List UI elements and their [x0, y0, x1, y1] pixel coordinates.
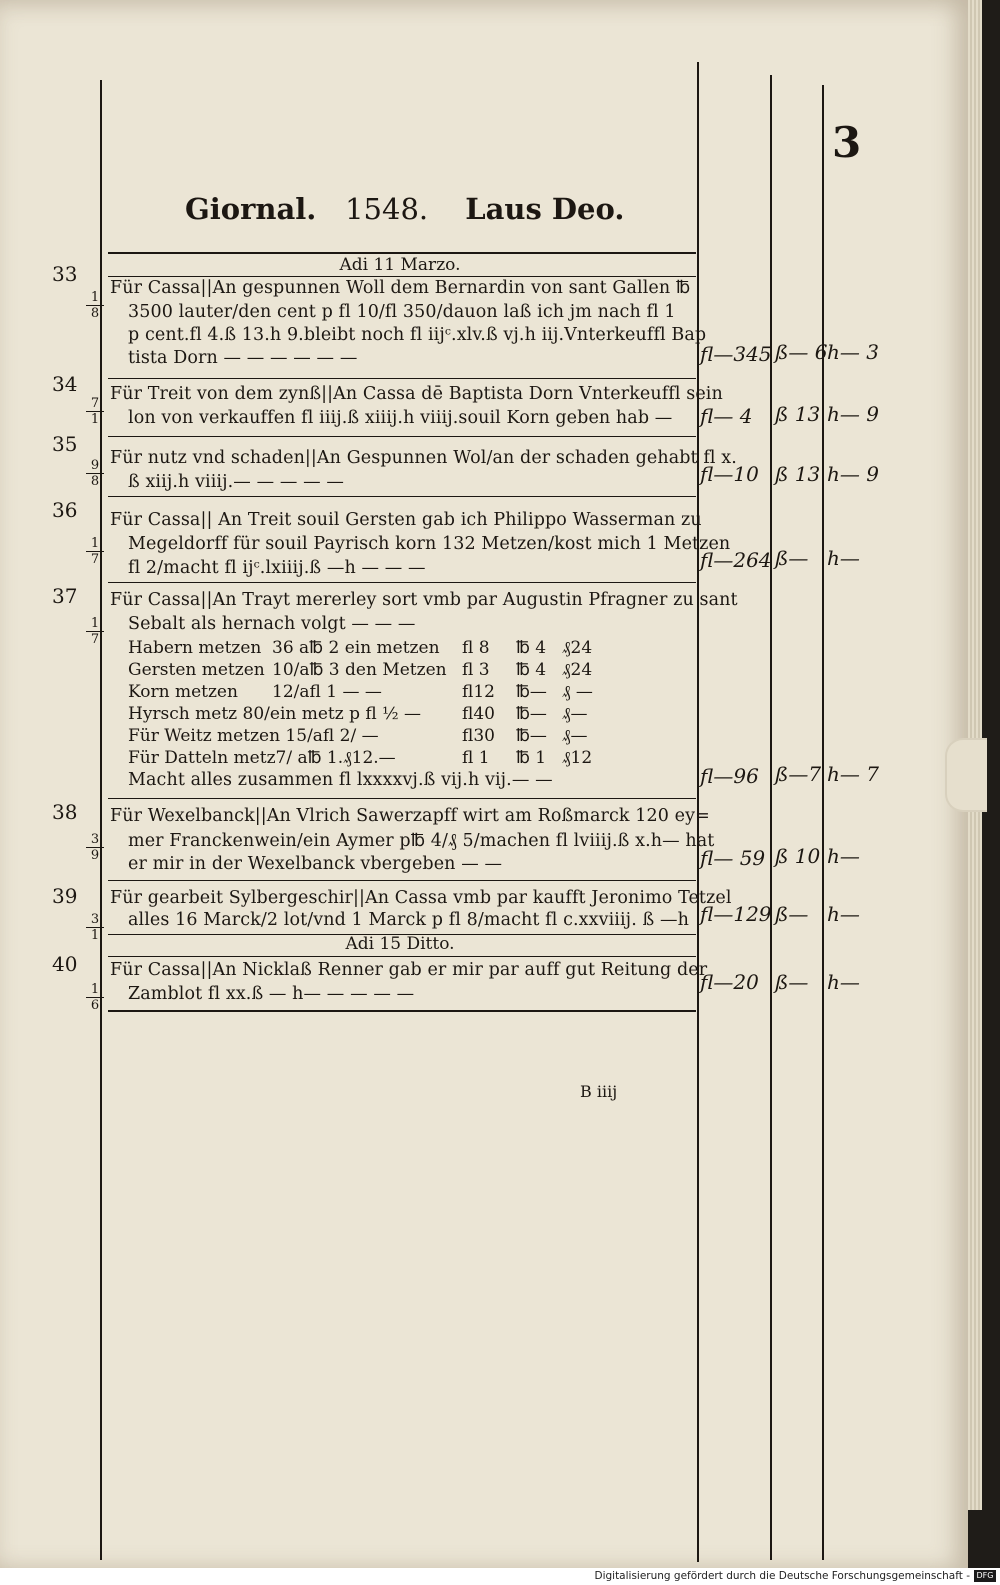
date-line: Adi 11 Marzo. — [339, 255, 461, 275]
amount-florin: fl—96 — [700, 764, 759, 788]
detail-pound: ℔— — [516, 682, 547, 702]
entry-text-line: p cent.fl 4.ß 13.h 9.bleibt noch fl iijᶜ.xlv.ß vj.h iij.Vnterkeuffl Bap — [128, 325, 707, 345]
entry-number: 39 — [52, 884, 78, 908]
digitization-footer — [0, 1568, 1000, 1585]
ledger-fraction: $\frac{3}{1}$ — [86, 912, 104, 943]
amount-florin: fl— 4 — [700, 404, 753, 428]
entry-total-line: Macht alles zusammen fl lxxxxvj.ß vij.h vij.— — — [128, 770, 553, 790]
ledger-fraction: $\frac{9}{8}$ — [86, 458, 104, 489]
entry-number: 33 — [52, 262, 78, 286]
entry-text-line: Für Cassa|| An Treit souil Gersten gab ich Philippo Wasserman zu — [110, 510, 702, 530]
entry-rule — [108, 798, 696, 799]
entry-text-line: fl 2/macht fl ijᶜ.lxiiij.ß —h — — — — [128, 558, 426, 578]
entry-number: 34 — [52, 372, 78, 396]
amount-shilling: ß 10 — [775, 844, 821, 868]
journal-heading — [185, 192, 655, 226]
entry-text-line: Megeldorff für souil Payrisch korn 132 Metzen/kost mich 1 Metzen — [128, 534, 731, 554]
ledger-fraction: $\frac{7}{1}$ — [86, 396, 104, 427]
ledger-fraction: $\frac{1}{8}$ — [86, 290, 104, 321]
entry-number: 38 — [52, 800, 78, 824]
amount-heller: h— 7 — [827, 762, 879, 786]
shilling-column-rule — [822, 85, 824, 1560]
entry-text-line: Zamblot fl xx.ß — h— — — — — — [128, 984, 415, 1004]
detail-rate: 12/afl 1 — — — [272, 682, 382, 702]
entry-text-line: 3500 lauter/den cent p fl 10/fl 350/dauon laß ich jm nach fl 1 — [128, 302, 676, 322]
entry-rule — [108, 880, 696, 881]
detail-penny: ₰— — [562, 726, 588, 746]
amount-florin: fl— 59 — [700, 846, 766, 870]
amount-shilling: ß— — [775, 546, 809, 570]
detail-pound: ℔— — [516, 726, 547, 746]
entry-text-line: alles 16 Marck/2 lot/vnd 1 Marck p fl 8/macht fl c.xxviiij. ß —h — [128, 910, 689, 930]
amount-heller: h— — [827, 970, 860, 994]
detail-florin: fl40 — [462, 704, 495, 724]
heading-rule — [108, 252, 696, 254]
entry-text-line: Sebalt als hernach volgt — — — — [128, 614, 416, 634]
amount-heller: h— — [827, 844, 860, 868]
entry-number: 37 — [52, 584, 78, 608]
amount-florin: fl—20 — [700, 970, 759, 994]
ledger-fraction: $\frac{3}{9}$ — [86, 832, 104, 863]
amount-shilling: ß— — [775, 970, 809, 994]
entry-number: 36 — [52, 498, 78, 522]
detail-florin: fl30 — [462, 726, 495, 746]
amount-florin: fl—10 — [700, 462, 759, 486]
entry-rule — [108, 436, 696, 437]
amount-shilling: ß 13 — [775, 402, 821, 426]
entry-text-line: ß xiij.h viiij.— — — — — — [128, 472, 344, 492]
page-tab-clip — [945, 738, 987, 812]
amount-shilling: ß— 6 — [775, 340, 828, 364]
entry-rule — [108, 378, 696, 379]
entry-rule — [108, 956, 696, 957]
entry-rule — [108, 1010, 696, 1012]
amount-florin: fl—129 — [700, 902, 772, 926]
entry-text-line: er mir in der Wexelbanck vbergeben — — — [128, 854, 503, 874]
entry-text-line: lon von verkauffen fl iiij.ß xiiij.h viiij.souil Korn geben hab — — [128, 408, 673, 428]
entry-text-line: mer Franckenwein/ein Aymer p℔ 4/₰ 5/machen fl lviiij.ß x.h— hat — [128, 831, 715, 851]
entry-text-line: Für Cassa||An gespunnen Woll dem Bernardin von sant Gallen ℔ — [110, 278, 691, 298]
amount-shilling: ß— — [775, 902, 809, 926]
detail-penny: ₰12 — [562, 748, 593, 768]
detail-penny: ₰— — [562, 704, 588, 724]
entry-text-line: Für Treit von dem zynß||An Cassa dē Baptista Dorn Vnterkeuffl sein — [110, 384, 723, 404]
amount-florin: fl—264 — [700, 548, 772, 572]
entry-text-line: Für nutz vnd schaden||An Gespunnen Wol/an der schaden gehabt fl x. — [110, 448, 737, 468]
amount-heller: h— 9 — [827, 402, 879, 426]
florin-column-rule — [770, 75, 772, 1560]
amount-shilling: ß 13 — [775, 462, 821, 486]
amount-heller: h— — [827, 902, 860, 926]
detail-item: Habern metzen — [128, 638, 262, 658]
detail-penny: ₰ — — [562, 682, 593, 702]
ledger-fraction: $\frac{1}{6}$ — [86, 982, 104, 1013]
entry-rule — [108, 582, 696, 583]
entry-text-line: tista Dorn — — — — — — — [128, 348, 358, 368]
entry-text-line: Für gearbeit Sylbergeschir||An Cassa vmb par kaufft Jeronimo Tetzel — [110, 888, 732, 908]
detail-rate: 10/a℔ 3 den Metzen — [272, 660, 447, 680]
amount-heller: h— — [827, 546, 860, 570]
entry-number: 35 — [52, 432, 78, 456]
detail-item: Für Weitz metzen 15/afl 2/ — — [128, 726, 379, 746]
heading-year: 1548. — [345, 192, 429, 226]
detail-florin: fl12 — [462, 682, 495, 702]
footer-credit-text: Digitalisierung gefördert durch die Deutsche Forschungsgemeinschaft - — [594, 1570, 970, 1582]
entry-rule — [108, 496, 696, 497]
detail-pound: ℔ 1 — [516, 748, 547, 768]
page-number: 3 — [832, 118, 862, 167]
detail-florin: fl 1 — [462, 748, 490, 768]
detail-florin: fl 8 — [462, 638, 490, 658]
detail-item: Für Datteln metz7/ a℔ 1.₰12.— — [128, 748, 396, 768]
entry-text-line: Für Cassa||An Trayt mererley sort vmb par Augustin Pfragner zu sant — [110, 590, 738, 610]
entry-text-line: Für Cassa||An Nicklaß Renner gab er mir par auff gut Reitung der — [110, 960, 708, 980]
ledger-fraction: $\frac{1}{7}$ — [86, 616, 104, 647]
detail-item: Gersten metzen — [128, 660, 265, 680]
detail-florin: fl 3 — [462, 660, 490, 680]
folio-signature-mark: B iiij — [580, 1082, 618, 1101]
detail-penny: ₰24 — [562, 660, 593, 680]
dfg-logo: DFG — [974, 1570, 996, 1582]
amount-heller: h— 9 — [827, 462, 879, 486]
detail-pound: ℔— — [516, 704, 547, 724]
amount-heller: h— 3 — [827, 340, 879, 364]
detail-rate: 36 a℔ 2 ein metzen — [272, 638, 440, 658]
date-line: Adi 15 Ditto. — [345, 934, 455, 954]
amount-florin: fl—345 — [700, 342, 772, 366]
entry-text-line: Für Wexelbanck||An Vlrich Sawerzapff wirt am Roßmarck 120 ey= — [110, 806, 710, 826]
heading-title: Giornal. — [185, 192, 317, 226]
detail-penny: ₰24 — [562, 638, 593, 658]
heading-motto: Laus Deo. — [465, 192, 625, 226]
detail-item: Hyrsch metz 80/ein metz p fl ½ — — [128, 704, 422, 724]
entry-rule — [108, 276, 696, 277]
detail-pound: ℔ 4 — [516, 638, 547, 658]
entry-number: 40 — [52, 952, 78, 976]
amount-shilling: ß—7 — [775, 762, 822, 786]
detail-pound: ℔ 4 — [516, 660, 547, 680]
detail-item: Korn metzen — [128, 682, 238, 702]
ledger-fraction: $\frac{1}{7}$ — [86, 536, 104, 567]
